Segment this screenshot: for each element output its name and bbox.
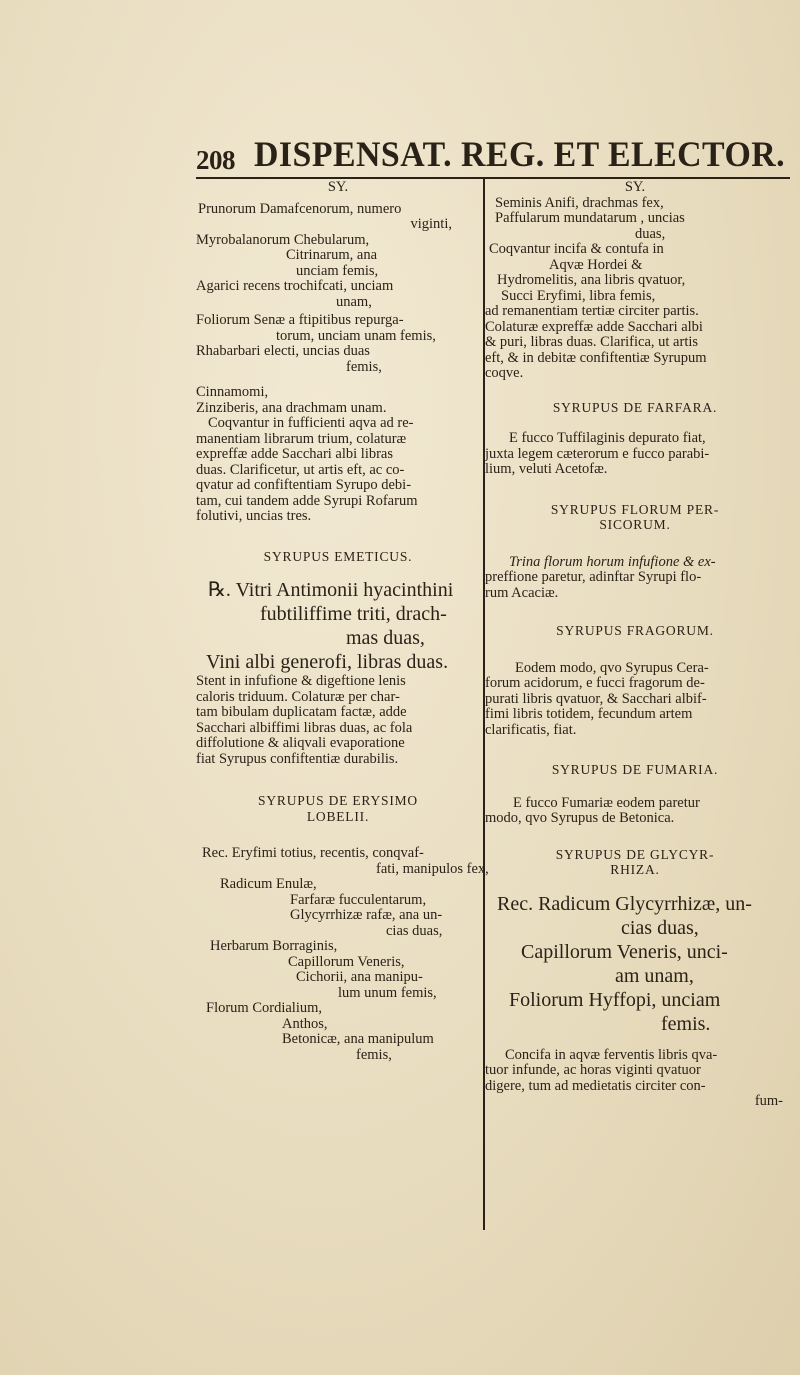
- text-line-large: Foliorum Hyffopi, unciam: [509, 988, 721, 1011]
- text-line: caloris triduum. Colaturæ per char-: [196, 688, 400, 705]
- page-number: 208: [196, 145, 235, 175]
- text-line: preffione paretur, adinftar Syrupi flo-: [485, 569, 702, 585]
- section-heading: SYRUPUS DE FUMARIA.: [551, 762, 719, 777]
- section-heading: SYRUPUS EMETICUS.: [263, 548, 413, 564]
- text-line: unciam femis,: [296, 262, 379, 279]
- header-rule: [196, 177, 790, 179]
- text-line: Zinziberis, ana drachmam unam.: [196, 399, 387, 416]
- text-line: duas,: [635, 225, 666, 242]
- text-line: tuor infunde, ac horas viginti qvatuor: [485, 1062, 701, 1078]
- text-line-large: cias duas,: [621, 916, 699, 939]
- text-line: diffolutione & aliqvali evaporatione: [196, 735, 405, 751]
- text-line: Coqvantur in fufficienti aqva ad re-: [208, 415, 414, 431]
- text-line: Sacchari albiffimi libras duas, ac fola: [196, 719, 413, 736]
- text-line-large: femis.: [661, 1012, 711, 1035]
- text-line: Hydromelitis, ana libris qvatuor,: [497, 272, 686, 288]
- text-line: Capillorum Veneris,: [288, 953, 405, 970]
- text-line: Colaturæ expreffæ adde Sacchari albi: [485, 318, 703, 335]
- text-line: tam, cui tandem adde Syrupi Rofarum: [196, 492, 418, 509]
- text-line: fimi libris totidem, fecundum artem: [485, 706, 693, 722]
- text-line: juxta legem cæterorum e fucco parabi-: [485, 445, 710, 462]
- text-line-large: Vini albi generofi, libras duas.: [206, 651, 449, 673]
- section-heading: SYRUPUS FRAGORUM.: [556, 623, 714, 638]
- section-heading: SYRUPUS DE ERYSIMO: [258, 793, 418, 808]
- text-line: Citrinarum, ana: [286, 247, 378, 263]
- text-line: Cinnamomi,: [196, 384, 269, 400]
- text-line: Paffularum mundatarum , uncias: [495, 210, 685, 226]
- text-line: unam,: [336, 293, 372, 310]
- text-line: Concifa in aqvæ ferventis libris qva-: [505, 1046, 718, 1063]
- text-line: cias duas,: [386, 922, 443, 939]
- section-heading: SYRUPUS DE GLYCYR-: [555, 846, 715, 862]
- text-line: eft, & in debitæ confiftentiæ Syrupum: [485, 349, 707, 366]
- text-line: Cichorii, ana manipu-: [296, 969, 423, 985]
- text-line: Herbarum Borraginis,: [210, 938, 338, 954]
- section-heading: SICORUM.: [599, 517, 671, 532]
- text-line: torum, unciam unam femis,: [276, 327, 436, 344]
- text-line: Rhabarbari electi, uncias duas: [196, 343, 370, 359]
- text-line: Aqvæ Hordei &: [549, 256, 643, 273]
- text-line: Succi Eryfimi, libra femis,: [501, 287, 656, 304]
- text-line: expreffæ adde Sacchari albi libras: [196, 446, 394, 462]
- text-line: Seminis Anifi, drachmas fex,: [495, 194, 664, 211]
- text-line: coqve.: [485, 365, 524, 381]
- text-line: Eodem modo, qvo Syrupus Cera-: [515, 659, 709, 676]
- text-line: Glycyrrhizæ rafæ, ana un-: [290, 907, 443, 923]
- text-line: Agarici recens trochifcati, unciam: [196, 278, 394, 294]
- page-header: [196, 133, 791, 181]
- text-line-large: ℞. Vitri Antimonii hyacinthini: [208, 579, 454, 601]
- text-line: Betonicæ, ana manipulum: [282, 1031, 434, 1047]
- text-line: E fucco Fumariæ eodem paretur: [513, 794, 700, 811]
- text-line: viginti,: [410, 216, 452, 232]
- text-line: Stent in infufione & digeftione lenis: [196, 673, 406, 689]
- text-line: femis,: [346, 358, 382, 375]
- text-line-large: Capillorum Veneris, unci-: [521, 940, 728, 963]
- left-column: [196, 179, 489, 1063]
- text-line: fiat Syrupus confiftentiæ durabilis.: [196, 750, 399, 767]
- section-heading: RHIZA.: [610, 862, 660, 877]
- text-line: modo, qvo Syrupus de Betonica.: [485, 810, 675, 826]
- text-line-large: Rec. Radicum Glycyrrhizæ, un-: [497, 892, 752, 915]
- section-heading: LOBELII.: [306, 808, 370, 824]
- text-line-large: mas duas,: [346, 627, 425, 649]
- text-line: forum acidorum, e fucci fragorum de-: [485, 675, 705, 691]
- text-line: Radicum Enulæ,: [220, 876, 317, 892]
- text-line: fum-: [754, 1093, 783, 1109]
- text-line: lum unum femis,: [338, 984, 437, 1001]
- text-line: Prunorum Damafcenorum, numero: [198, 200, 402, 217]
- right-column: [485, 180, 785, 1110]
- text-line: Rec. Eryfimi totius, recentis, conqvaf-: [202, 845, 424, 861]
- text-line: Foliorum Senæ a ftipitibus repurga-: [196, 312, 404, 328]
- text-line: rum Acaciæ.: [485, 584, 559, 601]
- text-line: clarificatis, fiat.: [485, 721, 577, 738]
- text-line: digere, tum ad medietatis circiter con-: [485, 1077, 706, 1094]
- text-line: tam bibulam duplicatam factæ, adde: [196, 704, 407, 720]
- text-line: Anthos,: [282, 1015, 328, 1032]
- text-line: qvatur ad confiftentiam Syrupo debi-: [196, 477, 412, 493]
- section-heading: SY.: [327, 179, 349, 195]
- text-line-large: fubtiliffime triti, drach-: [260, 603, 447, 625]
- text-line: Florum Cordialium,: [206, 1000, 322, 1016]
- section-heading: SY.: [624, 179, 646, 195]
- section-heading: SYRUPUS FLORUM PER-: [550, 501, 720, 517]
- text-line: Farfaræ fucculentarum,: [290, 891, 427, 908]
- text-line: & puri, libras duas. Clarifica, ut artis: [485, 334, 699, 350]
- text-line: lium, veluti Acetofæ.: [485, 461, 608, 477]
- running-title: DISPENSAT. REG. ET ELECTOR.: [254, 134, 786, 174]
- text-line: ad remanentiam tertiæ circiter partis.: [485, 303, 699, 319]
- text-line: Coqvantur incifa & contufa in: [489, 241, 664, 257]
- text-line: purati libris qvatuor, & Sacchari albif-: [485, 690, 707, 707]
- text-line: duas. Clarificetur, ut artis eft, ac co-: [196, 461, 405, 478]
- text-line: E fucco Tuffilaginis depurato fiat,: [509, 430, 706, 446]
- section-heading: SYRUPUS DE FARFARA.: [552, 399, 718, 415]
- text-line-large: am unam,: [615, 964, 694, 987]
- text-line: fati, manipulos fex,: [376, 860, 489, 877]
- text-line: folutivi, uncias tres.: [196, 508, 312, 524]
- text-line: manentiam librarum trium, colaturæ: [196, 430, 407, 447]
- text-line: Trina florum horum infufione & ex-: [509, 553, 716, 570]
- text-line: femis,: [356, 1046, 392, 1063]
- text-line: Myrobalanorum Chebularum,: [196, 231, 370, 248]
